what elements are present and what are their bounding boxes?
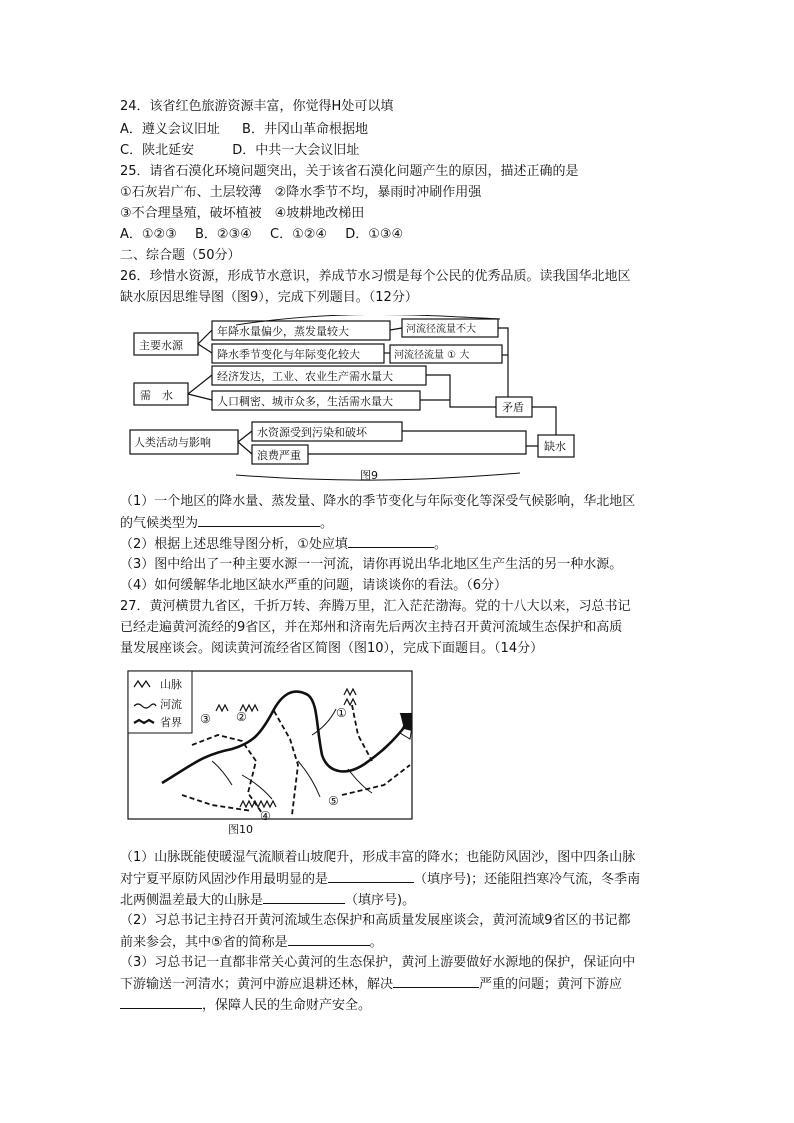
q24-option-c[interactable]: C．陕北延安 — [120, 143, 195, 158]
q26-intro-line2: 缺水原因思维导图（图9），完成下列题目。（12分） — [120, 290, 418, 305]
q25-option-d[interactable]: D．①③④ — [345, 227, 404, 242]
fig10-legend-mountain: 山脉 — [160, 678, 182, 691]
q26-part1-line1: （1）一个地区的降水量、蒸发量、降水的季节变化与年际变化等深受气候影响，华北地区 — [120, 494, 636, 509]
q27-answer-blank-windbreak[interactable] — [328, 870, 414, 883]
q27-part1-line1: （1）山脉既能使暖湿气流顺着山坡爬升，形成丰富的降水；也能防风固沙，图中四条山脉 — [120, 850, 636, 865]
fig10-mountain-3 — [216, 705, 228, 711]
figure-9-mindmap — [120, 315, 580, 485]
fig10-label-2: ② — [236, 710, 247, 724]
fig9-shortage: 缺水 — [544, 440, 566, 453]
fig10-legend — [128, 671, 192, 733]
fig9-r1: 河流径流量不大 — [406, 324, 476, 335]
fig9-b5: 水资源受到污染和破坏 — [257, 426, 367, 439]
fig9-main-source: 主要水源 — [139, 339, 183, 352]
q26-answer-blank-climate[interactable] — [198, 514, 320, 527]
q25-items-12: ①石灰岩广布、土层较薄 ②降水季节不均，暴雨时冲刷作用强 — [120, 185, 482, 200]
fig10-label-5: ⑤ — [328, 794, 339, 808]
q27-answer-blank-temp[interactable] — [263, 891, 345, 904]
fig10-caption: 图10 — [228, 823, 253, 836]
q25-option-c[interactable]: C．①②④ — [270, 227, 328, 242]
fig10-yellow-river — [162, 692, 406, 783]
q26-intro-line1: 26．珍惜水资源，形成节水意识，养成节水习惯是每个公民的优秀品质。读我国华北地区 — [120, 269, 631, 284]
figure-10-map — [122, 665, 422, 837]
fig9-b2: 降水季节变化与年际变化较大 — [217, 348, 360, 361]
q26-part4: （4）如何缓解华北地区缺水严重的问题，请谈谈你的看法。（6分） — [120, 578, 508, 593]
q26-part2-text: （2）根据上述思维导图分析，①处应填 — [120, 537, 348, 552]
fig10-label-3: ③ — [200, 712, 211, 726]
q27-part3-line1: （3）习总书记一直都非常关心黄河的生态保护，黄河上游要做好水源地的保护，保证向中 — [120, 955, 636, 970]
q27-part2-end: 。 — [369, 935, 383, 950]
q25-items-34: ③不合理垦殖，破坏植被 ④坡耕地改梯田 — [120, 206, 365, 221]
q27-intro-line1: 27．黄河横贯九省区，千折万转、奔腾万里，汇入茫茫渤海。党的十八大以来，习总书记 — [120, 599, 631, 614]
fig10-mountain-1 — [344, 689, 356, 705]
q27-answer-blank-lower[interactable] — [120, 996, 202, 1009]
q24-option-d[interactable]: D．中共一大会议旧址 — [232, 143, 360, 158]
q27-part1-text-c: 北两侧温差最大的山脉是 — [120, 893, 264, 908]
q24-option-a[interactable]: A．遵义会议旧址 — [120, 122, 220, 137]
q26-part1-end: 。 — [320, 516, 334, 531]
q27-answer-blank-problem[interactable] — [393, 975, 479, 988]
fig9-caption: 图9 — [360, 469, 378, 482]
fig10-legend-border: 省界 — [160, 716, 182, 729]
q27-intro-line2: 已经走遍黄河流经的9省区，并在郑州和济南先后两次主持召开黄河流域生态保护和高质 — [120, 620, 623, 635]
fig10-legend-river: 河流 — [160, 698, 182, 711]
q25-option-a[interactable]: A．①②③ — [120, 227, 177, 242]
fig10-mountain-4 — [240, 801, 276, 807]
q25-options — [120, 226, 403, 243]
q27-part1-text-b: （填序号)；还能阻挡寒冷气流，冬季南 — [414, 872, 641, 887]
fig9-b3: 经济发达，工业、农业生产需水量大 — [217, 370, 393, 383]
fig9-r2: 河流径流量 ① 大 — [394, 350, 470, 361]
q27-part2-line2 — [120, 933, 383, 951]
q27-part2-text: 前来参会，其中⑤省的简称是 — [120, 935, 288, 950]
q27-part1-line2 — [120, 870, 640, 888]
q24-options-cd — [120, 142, 359, 159]
q27-part1-text-d: （填序号)。 — [345, 893, 416, 908]
q27-part2-line1: （2）习总书记主持召开黄河流域生态保护和高质量发展座谈会，黄河流域9省区的书记都 — [120, 913, 631, 928]
q25-stem: 25．请省石漠化环境问题突出，关于该省石漠化问题产生的原因，描述正确的是 — [120, 164, 579, 179]
fig9-b4: 人口稠密、城市众多，生活需水量大 — [217, 395, 393, 408]
q26-part2 — [120, 535, 447, 553]
q27-part3-text-a: 下游输送一河清水；黄河中游应退耕还林，解决 — [120, 977, 394, 992]
fig9-b6: 浪费严重 — [257, 449, 301, 462]
q27-part3-text-c: ，保障人民的生命财产安全。 — [202, 998, 372, 1013]
q27-intro-line3: 量发展座谈会。阅读黄河流经省区简图（图10），完成下面题目。（14分） — [120, 641, 544, 656]
section-2-heading: 二、综合题（50分） — [120, 248, 241, 263]
q26-part1-text: 的气候类型为 — [120, 516, 199, 531]
q24-stem: 24．该省红色旅游资源丰富，你觉得H处可以填 — [120, 99, 394, 114]
fig10-label-1: ① — [336, 706, 347, 720]
q26-answer-blank-1[interactable] — [348, 535, 434, 548]
q27-part3-text-b: 严重的问题；黄河下游应 — [479, 977, 623, 992]
q24-option-b[interactable]: B．井冈山革命根据地 — [242, 122, 368, 137]
q27-part1-text-a: 对宁夏平原防风固沙作用最明显的是 — [120, 872, 329, 887]
q26-part1-line2 — [120, 514, 333, 532]
q26-part2-end: 。 — [433, 537, 447, 552]
q27-part1-line3 — [120, 891, 415, 909]
fig9-b1: 年降水量偏少，蒸发量较大 — [217, 325, 349, 338]
fig9-contradiction: 矛盾 — [502, 401, 524, 414]
q27-part3-line2 — [120, 975, 622, 993]
fig9-human: 人类活动与影响 — [134, 436, 211, 449]
q26-part3: （3）图中给出了一种主要水源一一河流，请你再说出华北地区生产生活的另一种水源。 — [120, 557, 623, 572]
q24-options-ab — [120, 121, 368, 138]
fig10-label-4: ④ — [260, 809, 271, 823]
fig9-demand: 需 水 — [140, 389, 173, 402]
q27-answer-blank-abbrev[interactable] — [288, 933, 370, 946]
q27-part3-line3 — [120, 996, 371, 1014]
q25-option-b[interactable]: B．②③④ — [195, 227, 252, 242]
